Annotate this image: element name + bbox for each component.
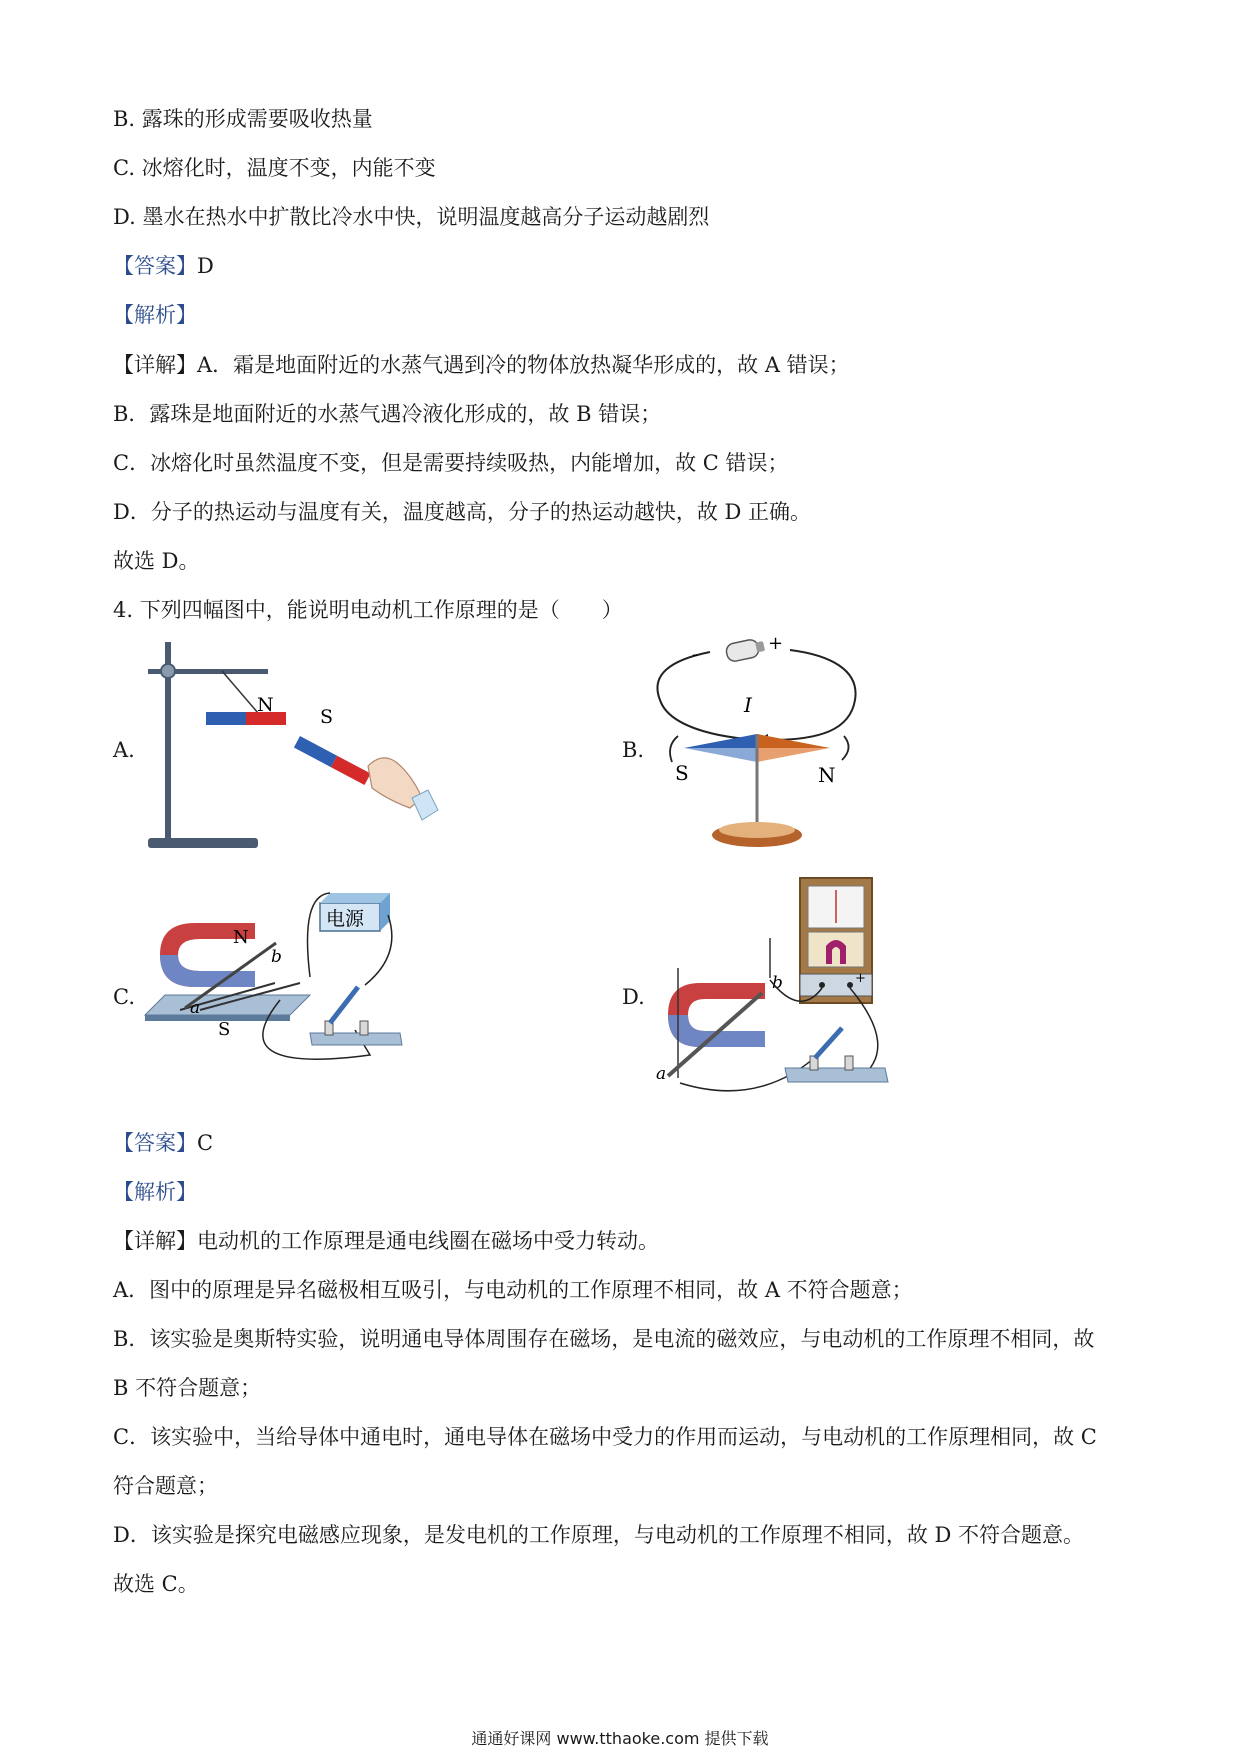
detail-c-text: C．冰熔化时虽然温度不变，但是需要持续吸热，内能增加，故 C 错误； (113, 451, 789, 475)
answer-value-2: C (197, 1131, 214, 1155)
figure-c-n-label: N (233, 927, 249, 948)
option-c-text: C. 冰熔化时，温度不变，内能不变 (113, 156, 436, 180)
choice-line-2: 故选 C。 (113, 1572, 199, 1596)
figure-d-label: D. (622, 985, 645, 1009)
figure-c-a-label: a (190, 998, 201, 1018)
figure-c-b-label: b (271, 947, 282, 967)
figure-d-b-label: b (772, 973, 783, 993)
figure-d-plus-label: + (855, 971, 866, 986)
detail-text: A．霜是地面附近的水蒸气遇到冷的物体放热凝华形成的，故 A 错误； (197, 353, 850, 377)
detail-line-1 (113, 350, 850, 380)
analysis-c-text: C．该实验中，当给导体中通电时，通电导体在磁场中受力的作用而运动，与电动机的工作原理相同，故 C (113, 1425, 1097, 1449)
analysis-b-cont: B 不符合题意； (113, 1376, 262, 1400)
answer-tag: 【答案】 (113, 254, 197, 278)
page-footer: 通通好课网 www.tthaoke.com 提供下载 (471, 1729, 769, 1748)
figure-c-diagram (140, 875, 450, 1075)
analysis-tag-1: 【解析】 (113, 303, 197, 327)
answer-tag-2: 【答案】 (113, 1131, 197, 1155)
option-d-text: D. 墨水在热水中扩散比冷水中快，说明温度越高分子运动越剧烈 (113, 205, 710, 229)
figure-b-s-label: S (675, 761, 689, 785)
figure-b-diagram (650, 630, 890, 860)
analysis-a-text: A．图中的原理是异名磁极相互吸引，与电动机的工作原理不相同，故 A 不符合题意； (113, 1278, 913, 1302)
detail-line-2 (113, 1226, 659, 1256)
figure-d-diagram (650, 868, 910, 1098)
option-b-text: B. 露珠的形成需要吸收热量 (113, 107, 373, 131)
detail-tag-2: 【详解】 (113, 1229, 197, 1253)
answer-line-1 (113, 251, 214, 281)
figure-c-s-label: S (218, 1019, 231, 1040)
figure-c-power-label: 电源 (326, 908, 365, 930)
figure-c-label: C. (113, 985, 135, 1009)
choice-line-1: 故选 D。 (113, 549, 200, 573)
analysis-d-text: D．该实验是探究电磁感应现象，是发电机的工作原理，与电动机的工作原理不相同，故 D 不符合题意。 (113, 1523, 1085, 1547)
detail-text-2: 电动机的工作原理是通电线圈在磁场中受力转动。 (197, 1229, 659, 1253)
figure-b-n-label: N (818, 763, 836, 787)
analysis-b-text: B．该实验是奥斯特实验，说明通电导体周围存在磁场，是电流的磁效应，与电动机的工作原理不相同，故 (113, 1327, 1095, 1351)
answer-value: D (197, 254, 214, 278)
figure-a-n-label: N (257, 694, 274, 716)
figure-a-label: A. (113, 738, 135, 762)
figure-b-label: B. (622, 738, 645, 762)
figure-a-s-label: S (320, 706, 334, 728)
question-4-text: 4. 下列四幅图中，能说明电动机工作原理的是（ ） (113, 598, 623, 622)
figure-b-current-label: I (744, 693, 752, 717)
analysis-c-cont: 符合题意； (113, 1474, 218, 1498)
analysis-tag-2: 【解析】 (113, 1180, 197, 1204)
answer-line-2 (113, 1128, 213, 1158)
detail-d-text: D．分子的热运动与温度有关，温度越高，分子的热运动越快，故 D 正确。 (113, 500, 812, 524)
figure-b-plus-label: + (768, 633, 784, 654)
detail-b-text: B．露珠是地面附近的水蒸气遇冷液化形成的，故 B 错误； (113, 402, 662, 426)
detail-tag: 【详解】 (113, 353, 197, 377)
figure-a-diagram (140, 640, 460, 855)
figure-b-minus-label: - (692, 644, 699, 665)
figure-d-a-label: a (656, 1064, 667, 1084)
